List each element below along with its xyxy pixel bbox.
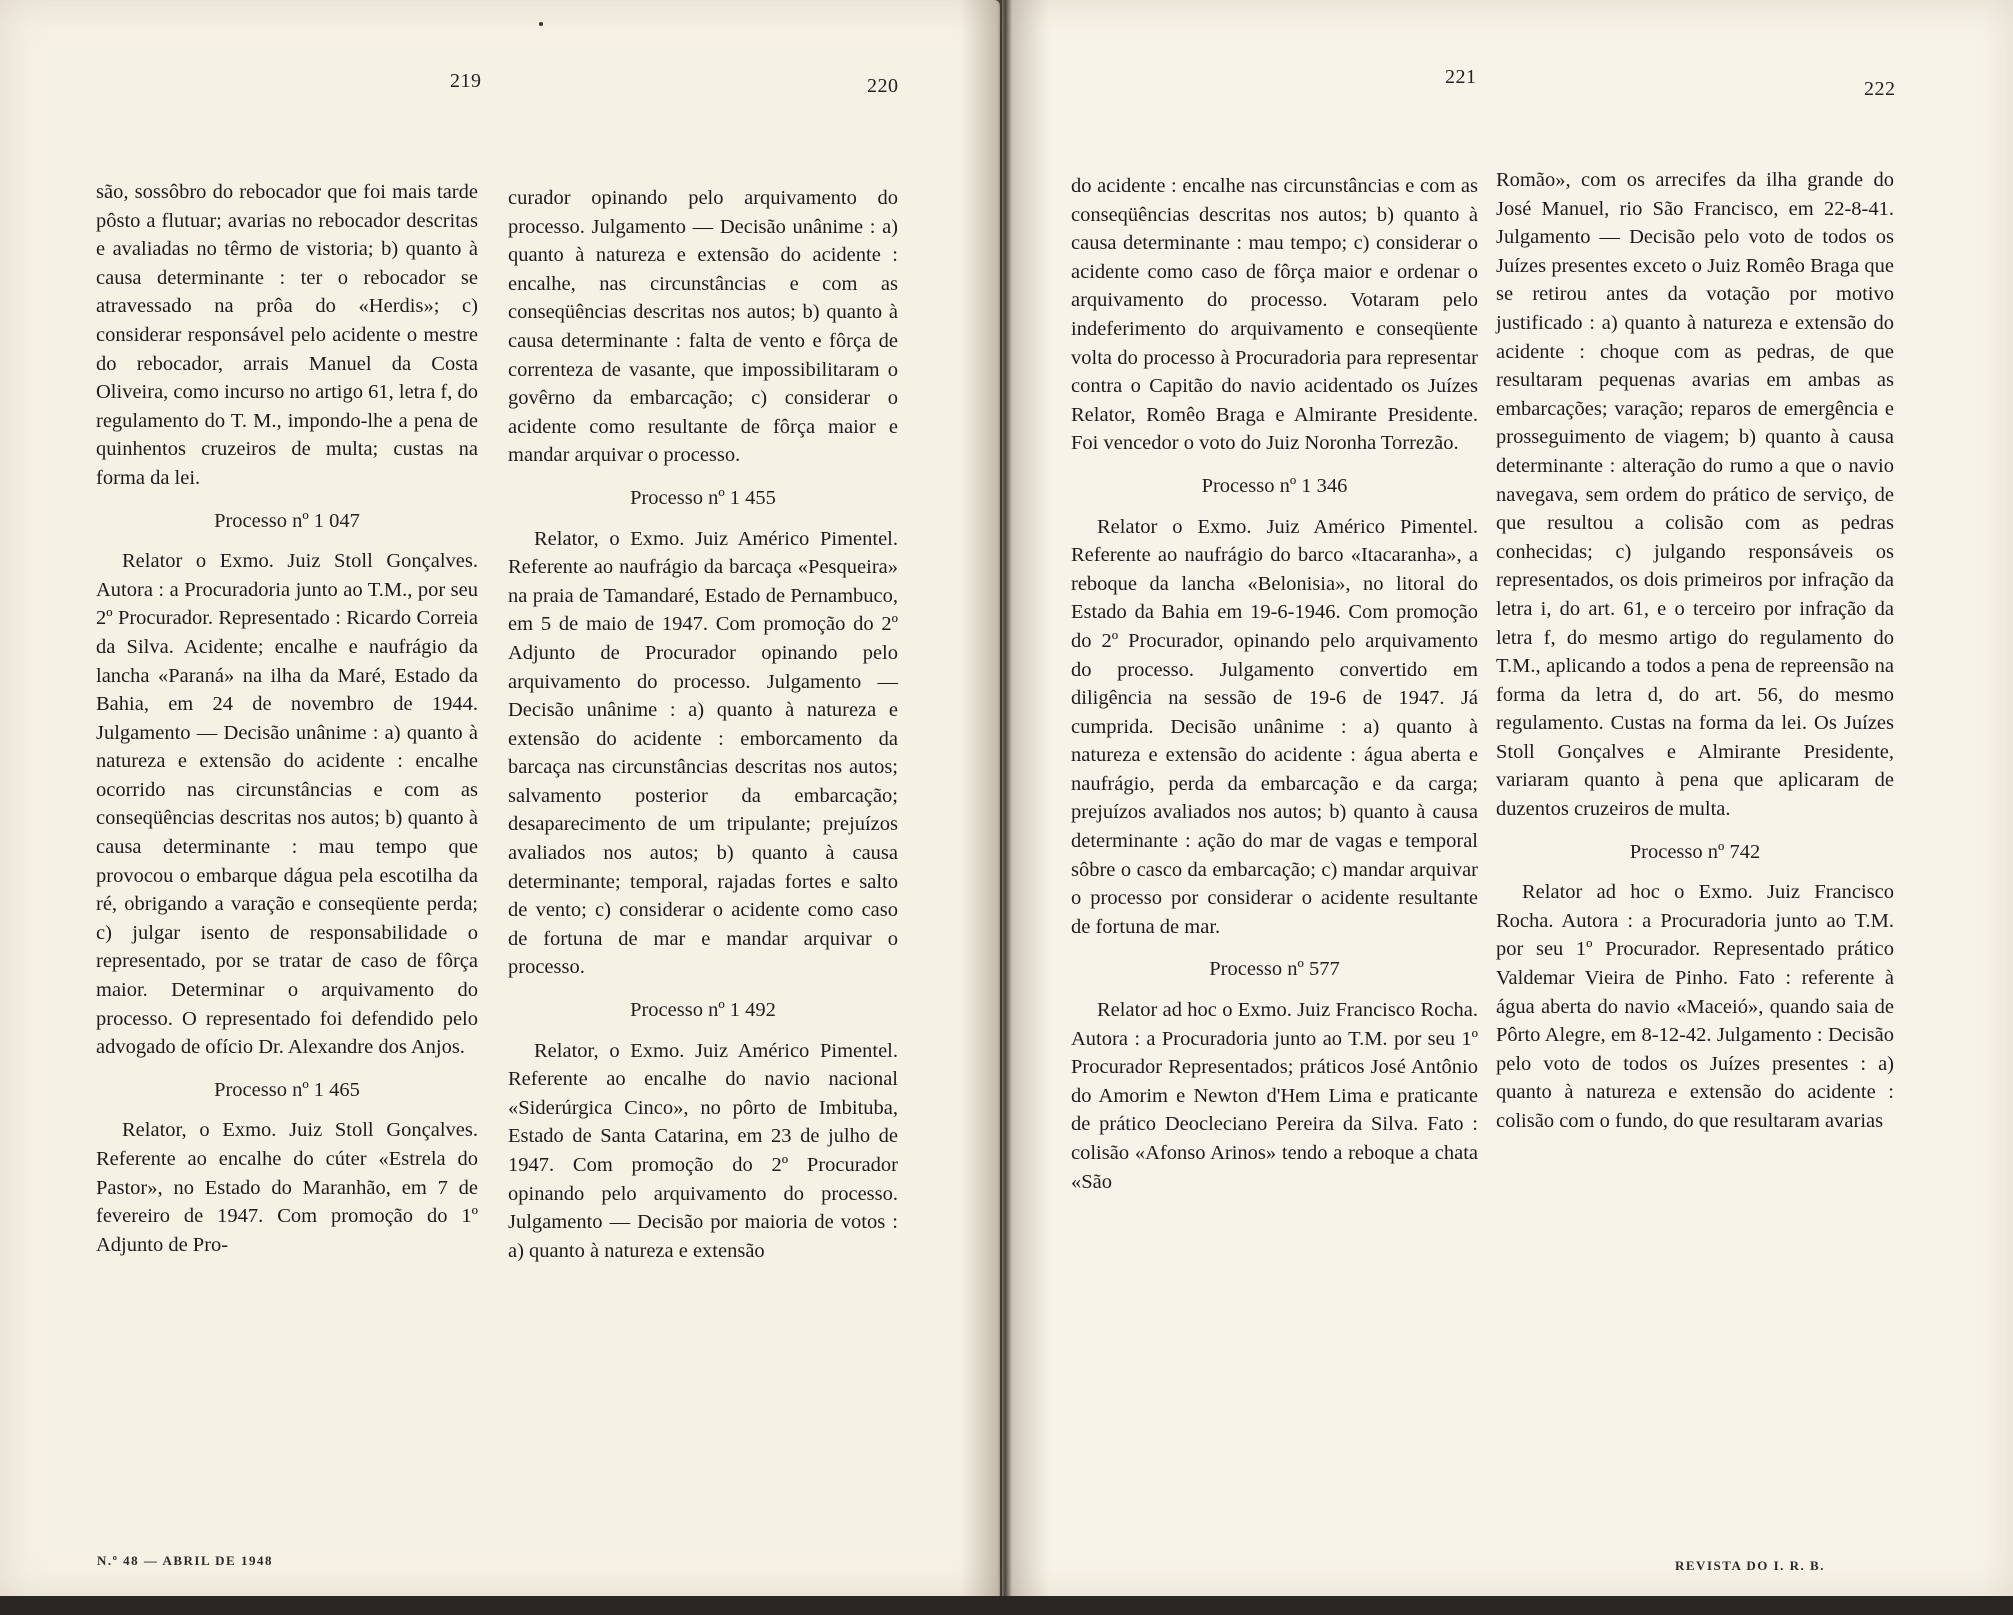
- process-heading: Processo nº 1 346: [1201, 474, 1348, 497]
- page-number-220: 220: [867, 75, 899, 97]
- continued-paragraph: são, sossôbro do rebocador que foi mais tarde pôsto a flutuar; avarias no rebocador descritas e avaliadas no têrmo de vistoria; b) quanto à causa determinante : ter o rebocador se atravessado na prôa do «Herdis»; c) considerar responsável pelo acidente o mestre do rebocador, arrais Manuel da Costa Oliveira, como incurso no artigo 61, letra f, do regulamento do T. M., impondo-lhe a pena de quinhentos cruzeiros de multa; custas na forma da lei.: [96, 181, 478, 489]
- page-221-column: [1071, 172, 1478, 1202]
- process-heading: Processo nº 742: [1629, 840, 1761, 863]
- bottom-edge: [0, 1596, 2013, 1615]
- page-220-column: [508, 184, 898, 1271]
- process-heading: Processo nº 1 455: [630, 486, 776, 509]
- footer-journal: REVISTA DO I. R. B.: [1675, 1558, 1825, 1573]
- process-paragraph: Relator o Exmo. Juiz Américo Pimentel. Referente ao naufrágio do barco «Itacaranha», a reboque da lancha «Belonisia», no litoral do Estado da Bahia em 19-6-1946. Com promoção do 2º Procurador, opinando pelo arquivamento do processo. Julgamento convertido em diligência na sessão de 19-6 de 1947. Já cumprida. Decisão unânime : a) quanto à natureza e extensão do acidente : água aberta e naufrágio, perda da embarcação e da carga; prejuízos avaliados nos autos; b) quanto à causa determinante : ação do mar de vagas e temporal sôbre o casco da embarcação; c) mandar arquivar o processo por considerar o acidente resultante de fortuna de mar.: [1071, 515, 1478, 938]
- continued-paragraph: curador opinando pelo arquivamento do processo. Julgamento — Decisão unânime : a) quanto à natureza e extensão do acidente : encalhe, nas circunstâncias e com as conseqüências descritas nos autos; b) quanto à causa determinante : falta de vento e fôrça de correnteza de vasante, que impossibilitaram o govêrno da embarcação; c) considerar o acidente como resultante de fôrça maior e mandar arquivar o processo.: [508, 187, 898, 467]
- page-222-column: [1496, 166, 1894, 1142]
- process-heading: Processo nº 1 465: [214, 1078, 360, 1101]
- page-219-column: [96, 178, 478, 1265]
- process-heading: Processo nº 1 047: [214, 509, 360, 532]
- process-paragraph: Relator o Exmo. Juiz Stoll Gonçalves. Autora : a Procuradoria junto ao T.M., por seu 2º Procurador. Representado : Ricardo Correia da Silva. Acidente; encalhe e naufrágio da lancha «Paraná» na ilha da Maré, Estado da Bahia, em 24 de novembro de 1944. Julgamento — Decisão unânime : a) quanto à natureza e extensão do acidente : encalhe ocorrido nas circunstâncias e com as conseqüências descritas nos autos; b) quanto à causa determinante : mau tempo que provocou o embarque dágua pela escotilha da ré, obrigando a varação e conseqüente perda; c) julgar isento de responsabilidade o representado, por se tratar de caso de fôrça maior. Determinar o arquivamento do processo. O representado foi defendido pelo advogado de ofício Dr. Alexandre dos Anjos.: [96, 550, 478, 1059]
- continued-paragraph: do acidente : encalhe nas circunstâncias e com as conseqüências descritas nos autos; b) quanto à causa determinante : mau tempo; c) considerar o acidente como caso de fôrça maior e ordenar o arquivamento do processo. Votaram pelo indeferimento do arquivamento e conseqüente volta do processo à Procuradoria para representar contra o Capitão do navio acidentado os Juízes Relator, Romêo Braga e Almirante Presidente. Foi vencedor o voto do Juiz Noronha Torrezão.: [1071, 175, 1478, 455]
- continued-paragraph: Romão», com os arrecifes da ilha grande do José Manuel, rio São Francisco, em 22-8-41. Julgamento — Decisão pelo voto de todos os Juízes presentes exceto o Juiz Romêo Braga que se retirou antes da votação por motivo justificado : a) quanto à natureza e extensão do acidente : choque com as pedras, de que resultaram pequenas avarias em ambas as embarcações; varação; reparos de emergência e prosseguimento de viagem; b) quanto à causa determinante : alteração do rumo a que o navio navegava, sem ordem do prático de serviço, de que resultou a colisão com as pedras conhecidas; c) julgando responsáveis os representados, os dois primeiros por infração da letra i, do art. 61, e o terceiro por infração da letra f, do mesmo artigo do regulamento do T.M., aplicando a todos a pena de repreensão na forma da letra d, do art. 56, do mesmo regulamento. Custas na forma da lei. Os Juízes Stoll Gonçalves e Almirante Presidente, variaram quanto à pena que aplicaram de duzentos cruzeiros de multa.: [1496, 169, 1894, 821]
- process-heading: Processo nº 577: [1209, 958, 1340, 981]
- process-paragraph: Relator, o Exmo. Juiz Stoll Gonçalves. Referente ao encalhe do cúter «Estrela do Pastor», no Estado do Maranhão, em 7 de fevereiro de 1947. Com promoção do 1º Adjunto de Pro-: [96, 1119, 478, 1256]
- process-paragraph: Relator, o Exmo. Juiz Américo Pimentel. Referente ao naufrágio da barcaça «Pesqueira» na praia de Tamandaré, Estado de Pernambuco, em 5 de maio de 1947. Com promoção do 2º Adjunto de Procurador opinando pelo arquivamento do processo. Julgamento — Decisão unânime : a) quanto à natureza e extensão do acidente : emborcamento da barcaça nas circunstâncias descritas nos autos; salvamento posterior da embarcação; desaparecimento de um tripulante; prejuízos avaliados nos autos; b) quanto à causa determinante; temporal, rajadas fortes e salto de vento; c) considerar o acidente como caso de fortuna de mar e mandar arquivar o processo.: [508, 527, 898, 979]
- footer-issue: N.º 48 — ABRIL DE 1948: [97, 1553, 273, 1568]
- process-paragraph: Relator ad hoc o Exmo. Juiz Francisco Rocha. Autora : a Procuradoria junto ao T.M. por seu 1º Procurador. Representado prático Valdemar Vieira de Pinho. Fato : referente à água aberta do navio «Maceió», quando saia de Pôrto Alegre, em 8-12-42. Julgamento : Decisão pelo voto de todos os Juízes presentes : a) quanto à natureza e extensão do acidente : colisão com o fundo, do que resultaram avarias: [1496, 881, 1894, 1132]
- process-paragraph: Relator, o Exmo. Juiz Américo Pimentel. Referente ao encalhe do navio nacional «Siderúrgica Cinco», no pôrto de Imbituba, Estado de Santa Catarina, em 23 de julho de 1947. Com promoção do 2º Procurador opinando pelo arquivamento do processo. Julgamento — Decisão por maioria de votos : a) quanto à natureza e extensão: [508, 1039, 898, 1262]
- page-number-221: 221: [1445, 66, 1477, 88]
- book-gutter: [960, 0, 1050, 1615]
- page-number-219: 219: [450, 70, 482, 92]
- process-heading: Processo nº 1 492: [630, 999, 776, 1022]
- page-number-222: 222: [1864, 78, 1896, 100]
- process-paragraph: Relator ad hoc o Exmo. Juiz Francisco Rocha. Autora : a Procuradoria junto ao T.M. por seu 1º Procurador Representados; práticos José Antônio do Amorim e Newton d'Hem Lima e praticante de prático Deocleciano Pereira da Silva. Fato : colisão «Afonso Arinos» tendo a reboque a chata «São: [1071, 999, 1478, 1193]
- speck: [539, 22, 543, 26]
